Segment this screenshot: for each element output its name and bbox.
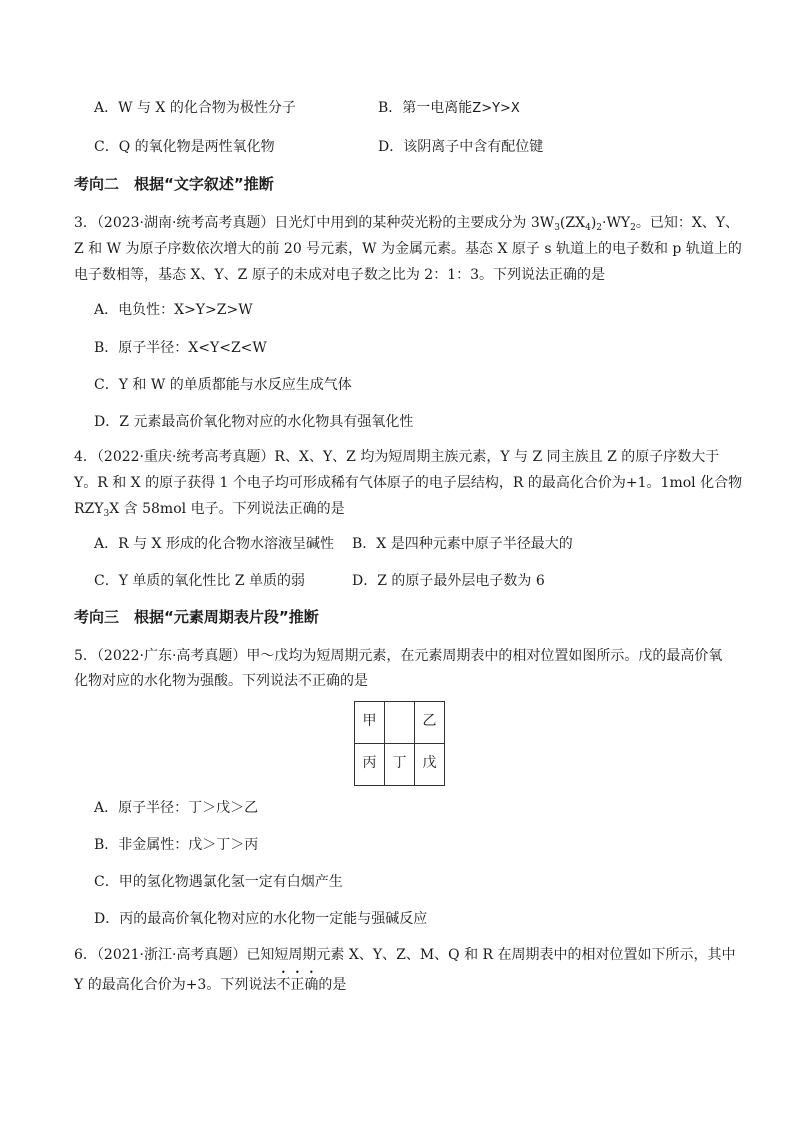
prev-option-b: [378, 97, 520, 117]
section-heading-3: 考向三 根据“元素周期表片段”推断: [74, 608, 319, 626]
table-cell: 戊: [415, 744, 445, 786]
q3-line-1: [74, 212, 739, 233]
q4-option-d: D．Z 的原子最外层电子数为 6: [352, 573, 545, 589]
prev-option-b-label: B．第一电离能: [378, 100, 473, 116]
q3-formula: (ZX: [559, 215, 586, 231]
table-row: [355, 744, 445, 786]
emphasis-char: 不: [276, 977, 291, 993]
q4-sub: 3: [103, 509, 110, 519]
q4-line-2: Y。R 和 X 的原子获得 1 个电子均可形成稀有气体原子的电子层结构，R 的最高化合价为+1。1mol 化合物: [74, 475, 743, 491]
table-cell: 乙: [415, 702, 445, 744]
q6-text: 的是: [318, 977, 347, 993]
q5-option-d: D．丙的最高价氧化物对应的水化物一定能与强碱反应: [94, 911, 428, 927]
q4-line-1: 4．（2022·重庆·统考高考真题）R、X、Y、Z 均为短周期主族元素，Y 与 Z 同主族且 Z 的原子序数大于: [74, 449, 720, 465]
q4-line-3: [74, 498, 345, 519]
q3-sub: 3: [554, 223, 560, 233]
q3-sub: 2: [630, 223, 636, 233]
q3-option-b: B．原子半径：X<Y<Z<W: [94, 340, 267, 356]
q5-line-2: 化物对应的水化物为强酸。下列说法不正确的是: [74, 673, 368, 689]
q3-formula: ): [590, 215, 597, 231]
emphasis-char: 确: [304, 977, 319, 993]
q4-option-b: B．X 是四种元素中原子半径最大的: [352, 536, 573, 552]
q3-line-2: Z 和 W 为原子序数依次增大的前 20 号元素，W 为金属元素。基态 X 原子 s 轨道上的电子数和 p 轨道上的: [74, 241, 742, 257]
table-row: [355, 702, 445, 744]
q3-formula: ·WY: [602, 215, 631, 231]
q3-option-a: A．电负性：X>Y>Z>W: [94, 302, 253, 318]
table-cell: [385, 702, 415, 744]
q3-line-3: 电子数相等，基态 X、Y、Z 原子的未成对电子数之比为 2：1：3。下列说法正确的是: [74, 267, 606, 283]
q5-option-a: A．原子半径：丁＞戊＞乙: [94, 800, 259, 816]
prev-option-c: C．Q 的氧化物是两性氧化物: [94, 139, 275, 155]
q3-option-d: D．Z 元素最高价氧化物对应的水化物具有强氧化性: [94, 414, 414, 430]
q4-text: X 含 58mol 电子。下列说法正确的是: [109, 501, 345, 517]
periodic-table-fragment: [354, 701, 445, 786]
q3-sub: 2: [596, 223, 603, 233]
q5-option-c: C．甲的氢化物遇氯化氢一定有白烟产生: [94, 874, 343, 890]
table-cell: 丙: [355, 744, 385, 786]
q5-option-b: B．非金属性：戊＞丁＞丙: [94, 837, 259, 853]
q4-option-a: A．R 与 X 形成的化合物水溶液呈碱性: [94, 536, 334, 552]
section-heading-2: 考向二 根据“文字叙述”推断: [74, 175, 274, 193]
q4-formula: RZY: [74, 501, 104, 517]
q6-line-1: 6．（2021·浙江·高考真题）已知短周期元素 X、Y、Z、M、Q 和 R 在周期表中的相对位置如下所示，其中: [74, 947, 736, 963]
prev-option-b-value: Z>Y>X: [472, 101, 520, 116]
q5-line-1: 5．（2022·广东·高考真题）甲～戊均为短周期元素，在元素周期表中的相对位置如图所示。戊的最高价氧: [74, 648, 723, 664]
q3-sub: 4: [585, 223, 591, 233]
q3-text: 。已知：X、Y、: [635, 215, 740, 231]
q6-line-2: [74, 974, 346, 994]
q6-text: Y 的最高化合价为+3。下列说法: [74, 977, 277, 993]
q3-text: 3．（2023·湖南·统考高考真题）日光灯中用到的某种荧光粉的主要成分为 3W: [74, 215, 555, 231]
prev-option-a: A．W 与 X 的化合物为极性分子: [94, 100, 296, 116]
q4-option-c: C．Y 单质的氧化性比 Z 单质的弱: [94, 573, 306, 589]
table-cell: 甲: [355, 702, 385, 744]
table-cell: 丁: [385, 744, 415, 786]
prev-option-d: D．该阴离子中含有配位键: [378, 139, 544, 155]
q3-option-c: C．Y 和 W 的单质都能与水反应生成气体: [94, 377, 352, 393]
emphasis-char: 正: [290, 977, 305, 993]
